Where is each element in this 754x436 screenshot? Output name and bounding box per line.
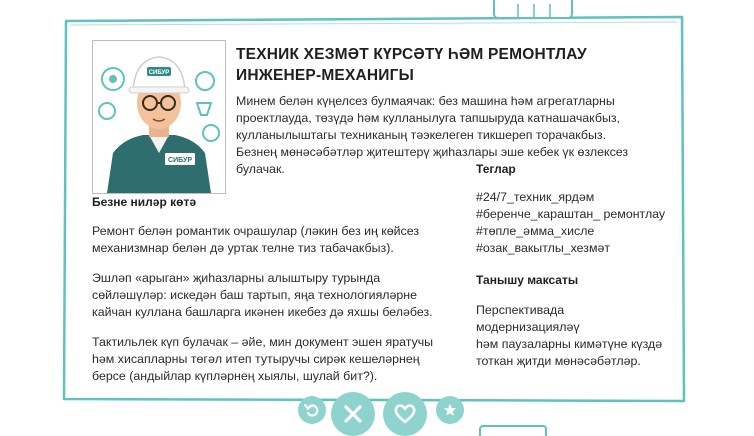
expectations-paragraph [92,270,472,321]
paragraph-line: модернизацияләү [476,320,580,334]
like-button[interactable] [383,392,427,436]
paragraph-line: Ремонт белән романтик очрашулар (ләкин без иң көйсез [92,224,420,238]
paragraph-line: сөйләшүләр: искедән баш тартып, яңа технологияләрне [92,288,418,302]
scroll-icon [478,424,548,436]
intro-line: проектлауда, төзүдә һәм кулланылуга тапшыруда катнашачакбыз, [236,111,620,125]
undo-icon [304,402,320,418]
profile-title [236,44,656,86]
expectations-paragraph [92,223,472,257]
paragraph-line: берсе (андыйлар күпләрнең хыялы, шулай бит?). [92,369,378,383]
tags-heading: Теглар [476,162,516,176]
avatar [92,40,226,194]
super-like-button[interactable] [436,396,464,424]
paragraph-line: кайчан куллана башларга икәнен икебез дә яхшы беләбез. [92,305,433,319]
tag-item: #төпле_әмма_хисле [476,224,595,238]
paragraph-line: һәм паузаларны кимәтүне күздә [476,337,663,351]
goal-paragraph [476,302,691,370]
undo-button[interactable] [298,396,326,424]
goal-heading: Танышу максаты [476,273,579,287]
paragraph-line: Перспективада [476,303,565,317]
tag-item: #беренче_караштан_ ремонтлау [476,207,666,221]
paragraph-line: Тактильлек күп булачак – әйе, мин документ эшен яратучы [92,335,434,349]
paragraph-line: тоткан җитди мөнәсәбәтләр. [476,354,641,368]
intro-line: Безнең мөнәсәбәтләр җитештерү җиһазлары эше кебек үк өзлексез [236,145,629,159]
paragraph-line: һәм хисапларны төгәл итеп тутыручы сирәк кешеләрнең [92,352,420,366]
heart-icon [394,404,416,424]
reject-button[interactable] [331,392,375,436]
star-icon [443,403,457,417]
title-line: ТЕХНИК ХЕЗМӘТ КҮРСӘТҮ ҺӘМ РЕМОНТЛАУ [236,46,587,63]
tag-item: #озак_вакытлы_хезмәт [476,241,611,255]
intro-line: булачак. [236,162,285,176]
title-line: ИНЖЕНЕР-МЕХАНИГЫ [236,67,414,84]
profile-intro [236,93,686,178]
helmet-badge: СИБУР [148,70,170,76]
paragraph-line: Эшләп «арыган» җиһазларны алыштыру турында [92,271,381,285]
close-icon [343,404,363,424]
scroll-icon [488,0,578,22]
uniform-badge: СИБУР [168,157,192,164]
tag-item: #24/7_техник_ярдәм [476,190,595,204]
intro-line: Минем белән күңелсез булмаячак: без машина һәм агрегатларны [236,94,615,108]
intro-line: кулланылыштагы техниканың тәэкелеген тикшереп торачакбыз. [236,128,607,142]
engineer-illustration [93,41,225,193]
action-bar [0,388,754,436]
expectations-heading: Безне ниләр көтә [92,195,196,209]
paragraph-line: механизмнар белән дә уртак телне тиз табачакбыз). [92,241,394,255]
expectations-paragraph [92,334,472,385]
